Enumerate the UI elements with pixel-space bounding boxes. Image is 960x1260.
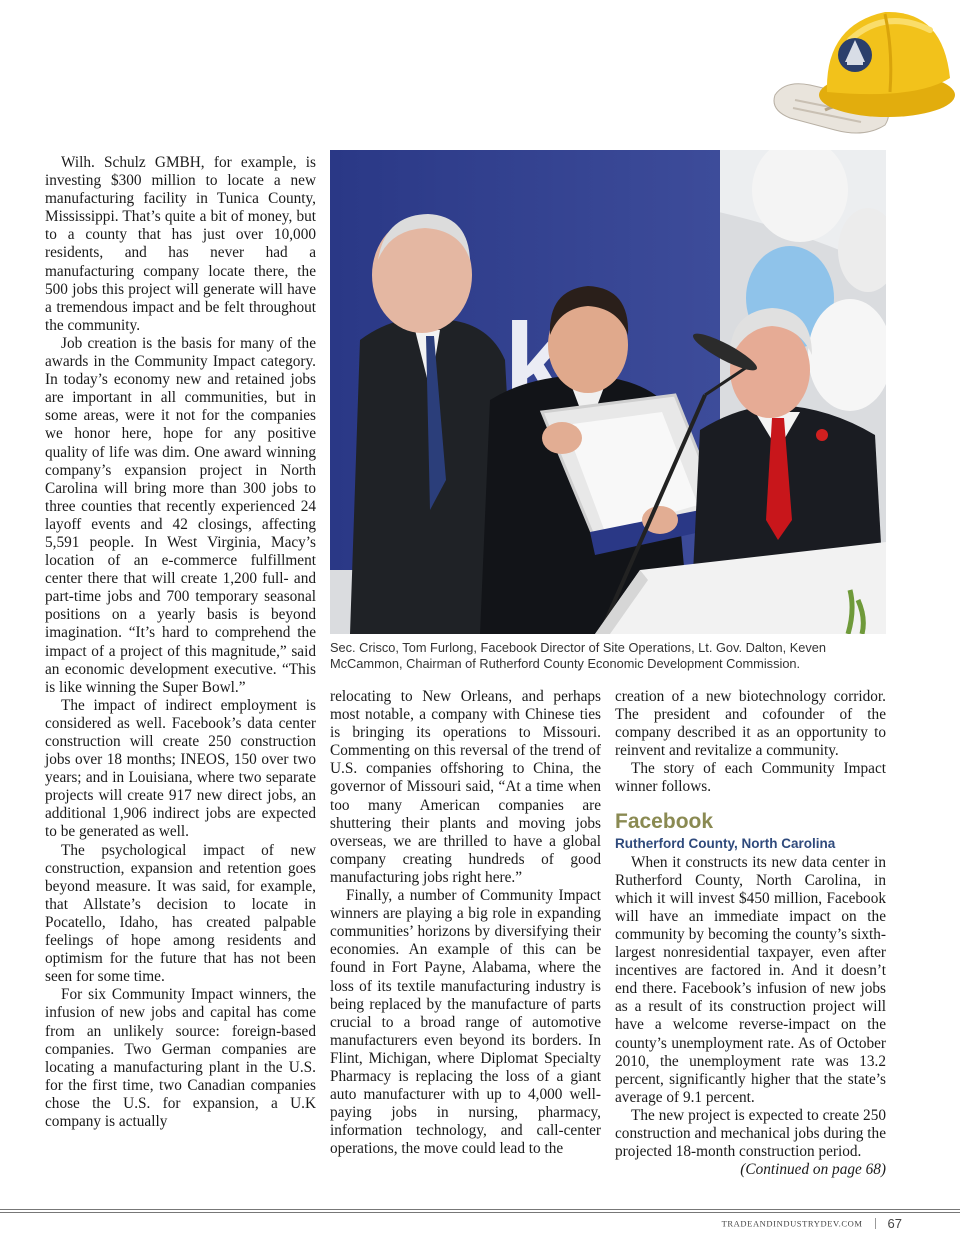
paragraph: The psychological impact of new construction, expansion and retention goes beyond measure. It was said, for example, that Allstate’s decision to locate in Pocatello, Idaho, has created palpable feelings of hope among residents and optimism for the future that has not been seen for some time.	[45, 841, 316, 986]
paragraph: creation of a new biotechnology corridor. The president and cofounder of the company described it as an opportunity to reinvent and revitalize a community.	[615, 688, 886, 760]
paragraph: Finally, a number of Community Impact winners are playing a big role in expanding communities’ horizons by diversifying their economies. An example of this can be found in Fort Payne, Alabama, where the loss of its textile manufacturing industry is being replaced by the manufacture of parts crucial to a broad range of automotive manufacturers even beyond its borders. In Flint, Michigan, where Diplomat Specialty Pharmacy is replacing the loss of a giant auto manufacturer with up to 4,000 well-paying jobs in nursing, pharmacy, information technology, and call-center operations, the move could lead to the	[330, 887, 601, 1158]
paragraph: For six Community Impact winners, the infusion of new jobs and capital has come from an unlikely source: foreign-based companies. Two German companies are locating a manufacturing plant in the U.S. for the first time, two Canadian companies chose the U.S. for expansion, a U.K company is actually	[45, 986, 316, 1130]
page-number: 67	[887, 1215, 902, 1231]
footer-rule	[0, 1209, 960, 1210]
footer-separator	[875, 1218, 876, 1229]
footer-rule	[0, 1212, 960, 1213]
paragraph: The story of each Community Impact winner follows.	[615, 760, 886, 796]
paragraph: When it constructs its new data center in Rutherford County, North Carolina, in which it will invest $450 million, Facebook will have an immediate impact on the community by becoming the county’s sixth-largest nonresidential taxpayer, even after incentives are factored in. And it doesn’t end there. Facebook’s infusion of new jobs as a result of its construction project will have a welcome reverse-impact on the county’s unemployment rate. As of October 2010, the unemployment rate was 13.2 percent, significantly higher that the state’s average of 9.1 percent.	[615, 853, 886, 1106]
paragraph: The impact of indirect employment is considered as well. Facebook’s data center construction will create 250 construction jobs over 18 months; INEOS, 150 over two years; and in Louisiana, where two separate projects will create 917 new direct jobs, an additional 1,906 indirect jobs are expected to be generated as well.	[45, 696, 316, 841]
footer-site-name: TRADEANDINDUSTRYDEV.COM	[721, 1218, 863, 1229]
section-subtitle: Rutherford County, North Carolina	[615, 835, 836, 851]
photo-caption: Sec. Crisco, Tom Furlong, Facebook Director of Site Operations, Lt. Gov. Dalton, Keven McCammon, Chairman of Rutherford County Economic Development Commission.	[330, 640, 826, 671]
article-column-1	[45, 154, 316, 1131]
paragraph-text: The new project is expected to create 250 construction and mechanical jobs during the projected 18-month construction period.	[615, 1106, 886, 1161]
section-title: Facebook	[615, 809, 714, 833]
paragraph-last	[615, 1106, 886, 1179]
continued-note: (Continued on page 68)	[740, 1161, 886, 1179]
hard-hat-icon	[765, 0, 960, 145]
event-photo	[330, 150, 886, 634]
paragraph: relocating to New Orleans, and perhaps most notable, a company with Chinese ties is bringing its operations to Missouri. Commenting on this reversal of the trend of U.S. companies offshoring to China, the governor of Missouri said, “At a time when too many American companies are shuttering their plants and moving jobs overseas, we are thrilled to have a global company creating hundreds of good manufacturing jobs right here.”	[330, 688, 601, 886]
article-column-3	[615, 688, 886, 1179]
paragraph: Job creation is the basis for many of the awards in the Community Impact category. In today’s economy new and retained jobs are important in all communities, but in some areas, were it not for the companies we honor here, hope for any positive quality of life was dim. One award winning company’s expansion project in North Carolina will bring more than 300 jobs to three counties that recently experienced 24 layoff events and 42 closings, affecting 5,591 people. In West Virginia, Macy’s location of an e-commerce fulfillment center there that will create 1,200 full- and part-time jobs and 700 temporary seasonal positions on a yearly basis is beyond imagination. “It’s hard to comprehend the impact of a project of this magnitude,” said an economic development executive. “This is like winning the Super Bowl.”	[45, 334, 316, 696]
article-column-2	[330, 688, 601, 1158]
paragraph: Wilh. Schulz GMBH, for example, is investing $300 million to locate a new manufacturing facility in Tunica County, Mississippi. That’s quite a bit of money, but to a county that has just over 10,000 residents, and has never had a manufacturing company locate there, the 500 jobs this project will generate will have a tremendous impact and be felt throughout the community.	[45, 154, 316, 334]
page-footer	[722, 1214, 902, 1234]
